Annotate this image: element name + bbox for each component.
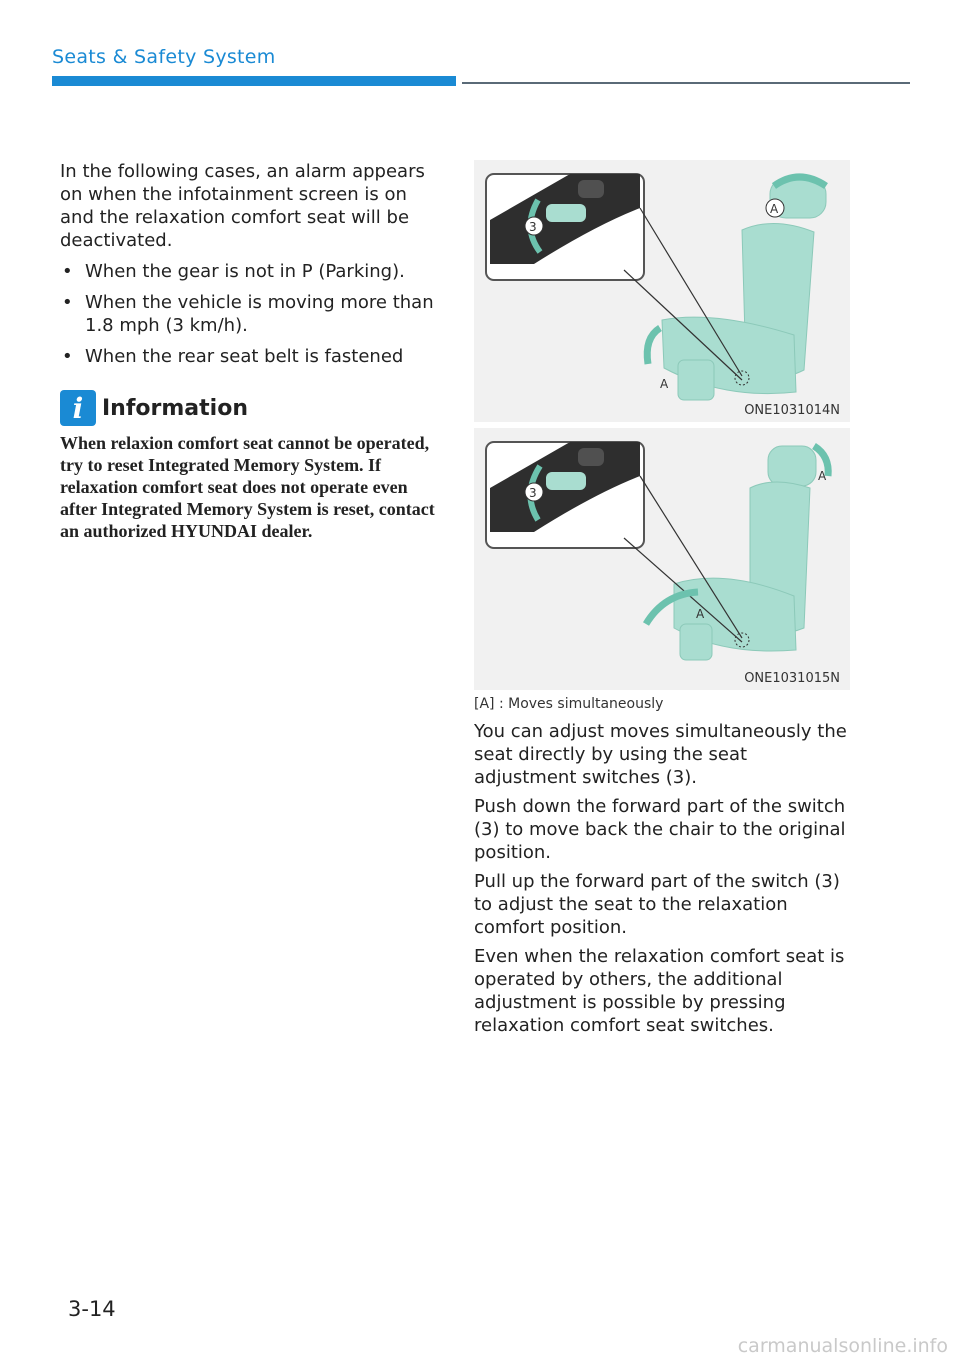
figure-code: ONE1031014N	[744, 403, 840, 418]
list-item: • When the gear is not in P (Parking).	[62, 261, 405, 282]
right-column	[474, 696, 854, 1043]
seat-shape	[674, 446, 816, 660]
marker-a-label: A	[818, 469, 827, 483]
information-icon: i	[60, 390, 96, 426]
watermark: carmanualsonline.info	[737, 1335, 948, 1357]
body-paragraph: Even when the relaxation comfort seat is operated by others, the additional adjustment is possible by pressing relaxation comfort seat switches.	[474, 946, 845, 1036]
information-heading	[60, 390, 440, 426]
information-body: When relaxion comfort seat cannot be operated, try to reset Integrated Memory System. If relaxation comfort seat does not operate even after Integrated Memory System is reset, contact an authorized HYUNDAI dealer.	[60, 433, 435, 541]
seat-upright-illustration	[474, 428, 850, 690]
left-column	[60, 160, 440, 542]
condition-list	[60, 260, 440, 368]
section-title: Seats & Safety System	[52, 46, 276, 68]
bullet-icon: •	[62, 292, 73, 313]
list-item: • When the rear seat belt is fastened	[62, 346, 404, 367]
body-paragraph: You can adjust moves simultaneously the seat directly by using the seat adjustment switches (3).	[474, 721, 847, 788]
header-bar-rule	[462, 82, 910, 84]
bullet-icon: •	[62, 261, 73, 282]
page-number: 3-14	[68, 1297, 116, 1321]
seat-figure-upright	[474, 428, 850, 690]
figure-caption: [A] : Moves simultaneously	[474, 696, 664, 712]
intro-paragraph: In the following cases, an alarm appears on when the infotainment screen is on and the relaxation comfort seat will be deactivated.	[60, 161, 425, 251]
switch-inset	[486, 174, 644, 280]
information-title: Information	[102, 395, 248, 421]
seat-shape	[662, 178, 826, 400]
curved-arrow-icon	[647, 328, 660, 364]
seat-recline-illustration	[474, 160, 850, 422]
marker-a-label: A	[696, 607, 705, 621]
body-paragraph: Pull up the forward part of the switch (3) to adjust the seat to the relaxation comfort position.	[474, 871, 840, 938]
figure-code: ONE1031015N	[744, 671, 840, 686]
switch-inset	[486, 442, 644, 548]
switch-number-label: 3	[529, 486, 537, 500]
marker-a-label: A	[770, 202, 779, 216]
body-paragraph: Push down the forward part of the switch (3) to move back the chair to the original position.	[474, 796, 846, 863]
list-item: • When the vehicle is moving more than 1.8 mph (3 km/h).	[62, 292, 434, 336]
header-bar-accent	[52, 76, 456, 86]
switch-number-label: 3	[529, 220, 537, 234]
marker-a-label: A	[660, 377, 669, 391]
bullet-icon: •	[62, 346, 73, 367]
seat-figure-recline	[474, 160, 850, 422]
